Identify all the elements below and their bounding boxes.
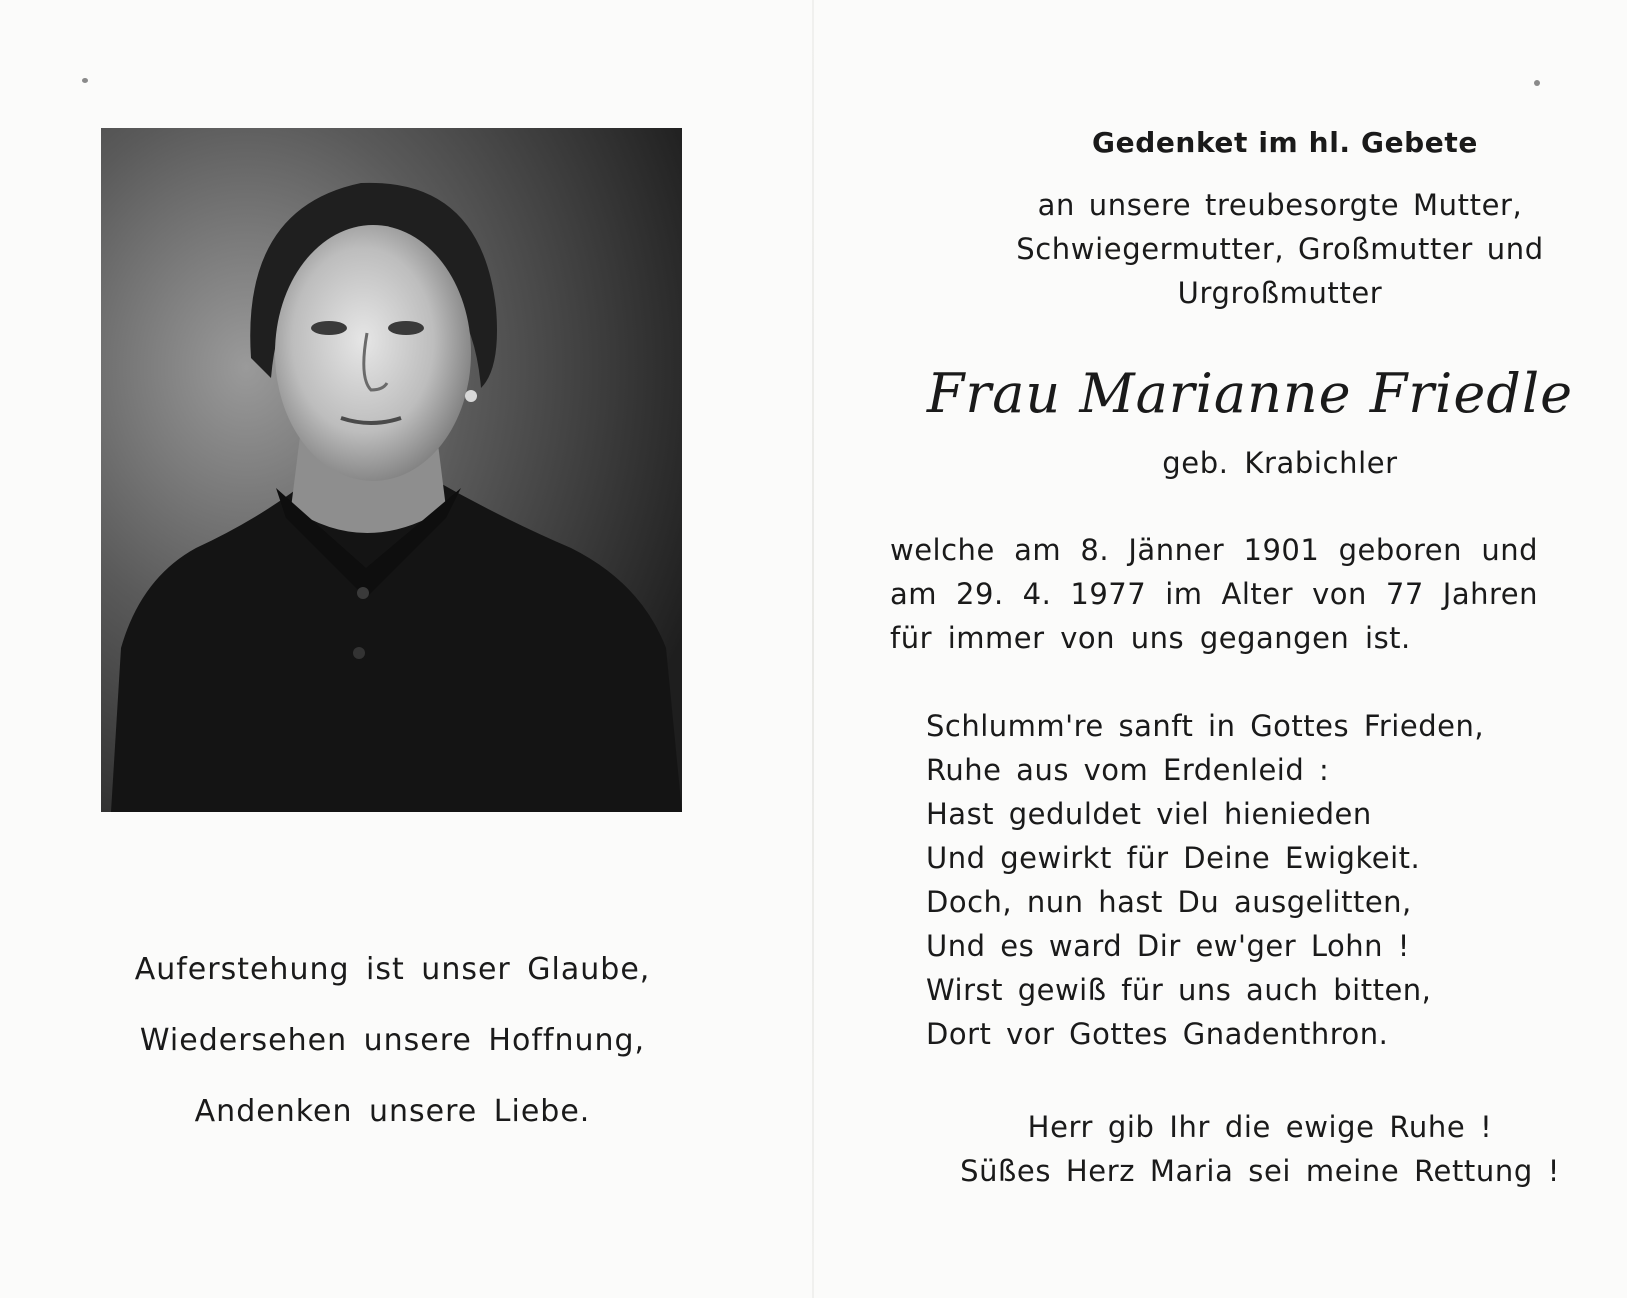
motto-line: Andenken unsere Liebe. (194, 1094, 591, 1129)
motto-line: Wiedersehen unsere Hoffnung, (139, 1023, 646, 1058)
deceased-name: Frau Marianne Friedle (926, 362, 1574, 425)
verse-line: Hast geduldet viel hienieden (926, 797, 1372, 831)
portrait-photo-icon (101, 128, 682, 812)
intro-line: Urgroßmutter (1177, 276, 1383, 310)
verse-line: Und gewirkt für Deine Ewigkeit. (926, 841, 1421, 875)
verse-line: Dort vor Gottes Gnadenthron. (926, 1017, 1389, 1051)
verse-line: Schlumm're sanft in Gottes Frieden, (926, 709, 1485, 743)
paper-speck (82, 78, 88, 83)
maiden-name: geb. Krabichler (1162, 446, 1398, 480)
paper-speck (1534, 80, 1540, 86)
prayer-line: Süßes Herz Maria sei meine Rettung ! (960, 1154, 1560, 1188)
verse-line: Und es ward Dir ew'ger Lohn ! (926, 929, 1410, 963)
life-dates-line: welche am 8. Jänner 1901 geboren und (890, 533, 1538, 567)
verse-line: Doch, nun hast Du ausgelitten, (926, 885, 1412, 919)
portrait-photo (101, 128, 682, 812)
verse-line: Ruhe aus vom Erdenleid : (926, 753, 1330, 787)
life-dates-line: für immer von uns gegangen ist. (890, 621, 1411, 655)
card-heading: Gedenket im hl. Gebete (1092, 126, 1478, 159)
intro-line: Schwiegermutter, Großmutter und (1016, 232, 1544, 266)
prayer-line: Herr gib Ihr die ewige Ruhe ! (1027, 1110, 1493, 1144)
life-dates-line: am 29. 4. 1977 im Alter von 77 Jahren (890, 577, 1538, 611)
intro-line: an unsere treubesorgte Mutter, (1037, 188, 1523, 222)
motto-line: Auferstehung ist unser Glaube, (134, 952, 651, 987)
verse-line: Wirst gewiß für uns auch bitten, (926, 973, 1432, 1007)
card-fold-line (812, 0, 814, 1298)
